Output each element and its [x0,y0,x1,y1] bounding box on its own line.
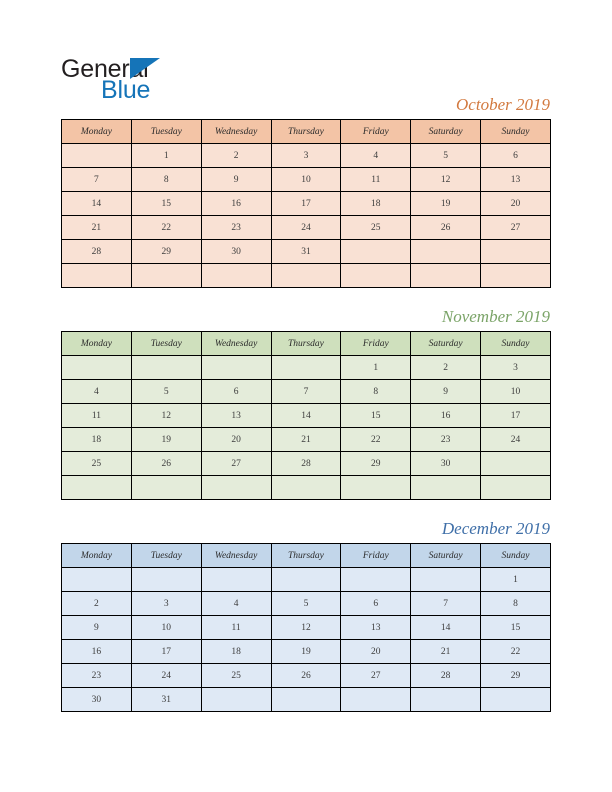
day-cell[interactable]: 26 [271,664,341,688]
brand-name-general: General [61,55,149,83]
day-cell[interactable] [341,240,411,264]
day-cell[interactable] [201,568,271,592]
day-cell[interactable]: 28 [62,240,132,264]
weekday-header-monday: Monday [62,332,132,356]
day-cell[interactable]: 11 [62,404,132,428]
day-cell[interactable] [271,356,341,380]
day-cell[interactable]: 20 [201,428,271,452]
day-cell[interactable] [411,240,481,264]
day-cell[interactable] [62,356,132,380]
day-cell[interactable]: 21 [62,216,132,240]
day-cell[interactable]: 18 [341,192,411,216]
day-cell[interactable] [131,264,201,288]
day-cell[interactable] [62,264,132,288]
weekday-header-wednesday: Wednesday [201,544,271,568]
week-row [62,476,551,500]
week-row [62,216,551,240]
week-row [62,664,551,688]
weekday-header-row [62,332,551,356]
day-cell[interactable]: 26 [411,216,481,240]
day-cell[interactable] [411,476,481,500]
calendar-table-december [61,543,551,712]
day-cell[interactable]: 5 [271,592,341,616]
day-cell[interactable]: 13 [341,616,411,640]
weekday-header-monday: Monday [62,544,132,568]
day-cell[interactable]: 6 [201,380,271,404]
day-cell[interactable] [62,144,132,168]
day-cell[interactable]: 22 [481,640,551,664]
day-cell[interactable] [131,568,201,592]
day-cell[interactable] [201,264,271,288]
week-row [62,240,551,264]
week-row [62,264,551,288]
day-cell[interactable]: 24 [271,216,341,240]
day-cell[interactable]: 23 [201,216,271,240]
week-row [62,428,551,452]
day-cell[interactable] [271,568,341,592]
day-cell[interactable] [131,476,201,500]
weekday-header-sunday: Sunday [481,332,551,356]
day-cell[interactable]: 28 [411,664,481,688]
calendar-table-november [61,331,551,500]
day-cell[interactable]: 9 [201,168,271,192]
day-cell[interactable]: 1 [341,356,411,380]
day-cell[interactable]: 9 [411,380,481,404]
weekday-header-friday: Friday [341,544,411,568]
day-cell[interactable]: 4 [201,592,271,616]
day-cell[interactable]: 27 [201,452,271,476]
day-cell[interactable] [411,568,481,592]
weekday-header-friday: Friday [341,120,411,144]
day-cell[interactable]: 2 [411,356,481,380]
weekday-header-sunday: Sunday [481,544,551,568]
day-cell[interactable]: 26 [131,452,201,476]
day-cell[interactable]: 19 [411,192,481,216]
day-cell[interactable]: 13 [481,168,551,192]
day-cell[interactable]: 6 [481,144,551,168]
day-cell[interactable]: 25 [201,664,271,688]
day-cell[interactable] [481,476,551,500]
day-cell[interactable]: 22 [131,216,201,240]
day-cell[interactable] [411,264,481,288]
month-title-november: November 2019 [441,307,550,326]
week-row [62,688,551,712]
weekday-header-wednesday: Wednesday [201,332,271,356]
day-cell[interactable]: 3 [481,356,551,380]
day-cell[interactable]: 31 [131,688,201,712]
day-cell[interactable]: 9 [62,616,132,640]
day-cell[interactable]: 30 [201,240,271,264]
day-cell[interactable]: 4 [62,380,132,404]
month-block-october [61,95,551,288]
weekday-header-thursday: Thursday [271,544,341,568]
day-cell[interactable]: 24 [131,664,201,688]
day-cell[interactable]: 2 [62,592,132,616]
day-cell[interactable]: 5 [411,144,481,168]
day-cell[interactable] [481,452,551,476]
day-cell[interactable]: 15 [131,192,201,216]
weekday-header-thursday: Thursday [271,332,341,356]
day-cell[interactable]: 30 [62,688,132,712]
day-cell[interactable]: 27 [481,216,551,240]
day-cell[interactable]: 18 [62,428,132,452]
day-cell[interactable]: 18 [201,640,271,664]
day-cell[interactable]: 21 [411,640,481,664]
day-cell[interactable]: 11 [341,168,411,192]
day-cell[interactable]: 29 [341,452,411,476]
day-cell[interactable]: 12 [271,616,341,640]
weekday-header-tuesday: Tuesday [131,120,201,144]
day-cell[interactable] [271,688,341,712]
day-cell[interactable] [341,688,411,712]
day-cell[interactable]: 4 [341,144,411,168]
weekday-header-saturday: Saturday [411,332,481,356]
day-cell[interactable] [271,476,341,500]
day-cell[interactable]: 10 [131,616,201,640]
day-cell[interactable] [341,568,411,592]
week-row [62,404,551,428]
day-cell[interactable]: 2 [201,144,271,168]
day-cell[interactable]: 1 [131,144,201,168]
month-block-december [61,519,551,712]
day-cell[interactable]: 31 [271,240,341,264]
day-cell[interactable]: 6 [341,592,411,616]
week-row [62,640,551,664]
day-cell[interactable]: 28 [271,452,341,476]
weekday-header-thursday: Thursday [271,120,341,144]
day-cell[interactable]: 20 [481,192,551,216]
day-cell[interactable] [481,240,551,264]
weekday-header-tuesday: Tuesday [131,332,201,356]
day-cell[interactable]: 19 [131,428,201,452]
day-cell[interactable]: 7 [411,592,481,616]
day-cell[interactable]: 3 [131,592,201,616]
day-cell[interactable]: 15 [481,616,551,640]
day-cell[interactable]: 16 [62,640,132,664]
day-cell[interactable] [62,568,132,592]
day-cell[interactable] [201,356,271,380]
day-cell[interactable]: 17 [271,192,341,216]
weekday-header-sunday: Sunday [481,120,551,144]
day-cell[interactable]: 24 [481,428,551,452]
day-cell[interactable]: 17 [481,404,551,428]
day-cell[interactable]: 21 [271,428,341,452]
day-cell[interactable]: 3 [271,144,341,168]
weekday-header-tuesday: Tuesday [131,544,201,568]
day-cell[interactable] [481,688,551,712]
day-cell[interactable]: 16 [411,404,481,428]
day-cell[interactable]: 12 [131,404,201,428]
day-cell[interactable]: 7 [62,168,132,192]
week-row [62,168,551,192]
day-cell[interactable] [341,264,411,288]
day-cell[interactable] [411,688,481,712]
week-row [62,380,551,404]
month-block-november [61,307,551,500]
weekday-header-wednesday: Wednesday [201,120,271,144]
weekday-header-monday: Monday [62,120,132,144]
day-cell[interactable] [341,476,411,500]
day-cell[interactable] [62,476,132,500]
day-cell[interactable]: 1 [481,568,551,592]
weekday-header-friday: Friday [341,332,411,356]
day-cell[interactable]: 16 [201,192,271,216]
day-cell[interactable]: 10 [271,168,341,192]
month-title-october: October 2019 [456,95,550,114]
day-cell[interactable]: 27 [341,664,411,688]
day-cell[interactable]: 25 [62,452,132,476]
day-cell[interactable]: 29 [481,664,551,688]
week-row [62,592,551,616]
week-row [62,356,551,380]
weekday-header-saturday: Saturday [411,544,481,568]
week-row [62,192,551,216]
day-cell[interactable]: 8 [341,380,411,404]
day-cell[interactable]: 25 [341,216,411,240]
day-cell[interactable] [131,356,201,380]
day-cell[interactable]: 17 [131,640,201,664]
weekday-header-saturday: Saturday [411,120,481,144]
week-row [62,616,551,640]
day-cell[interactable]: 20 [341,640,411,664]
weekday-header-row [62,120,551,144]
day-cell[interactable]: 29 [131,240,201,264]
day-cell[interactable] [481,264,551,288]
day-cell[interactable] [201,688,271,712]
day-cell[interactable]: 11 [201,616,271,640]
day-cell[interactable]: 13 [201,404,271,428]
day-cell[interactable]: 22 [341,428,411,452]
day-cell[interactable]: 23 [411,428,481,452]
brand-name-blue: Blue [101,76,151,104]
calendar-table-october [61,119,551,288]
day-cell[interactable] [201,476,271,500]
day-cell[interactable]: 8 [131,168,201,192]
day-cell[interactable]: 5 [131,380,201,404]
day-cell[interactable]: 30 [411,452,481,476]
week-row [62,568,551,592]
month-title-december: December 2019 [441,519,550,538]
day-cell[interactable]: 14 [411,616,481,640]
day-cell[interactable]: 8 [481,592,551,616]
day-cell[interactable]: 12 [411,168,481,192]
day-cell[interactable]: 15 [341,404,411,428]
week-row [62,144,551,168]
day-cell[interactable]: 23 [62,664,132,688]
day-cell[interactable]: 7 [271,380,341,404]
day-cell[interactable]: 19 [271,640,341,664]
weekday-header-row [62,544,551,568]
day-cell[interactable]: 14 [62,192,132,216]
day-cell[interactable]: 14 [271,404,341,428]
week-row [62,452,551,476]
day-cell[interactable]: 10 [481,380,551,404]
day-cell[interactable] [271,264,341,288]
